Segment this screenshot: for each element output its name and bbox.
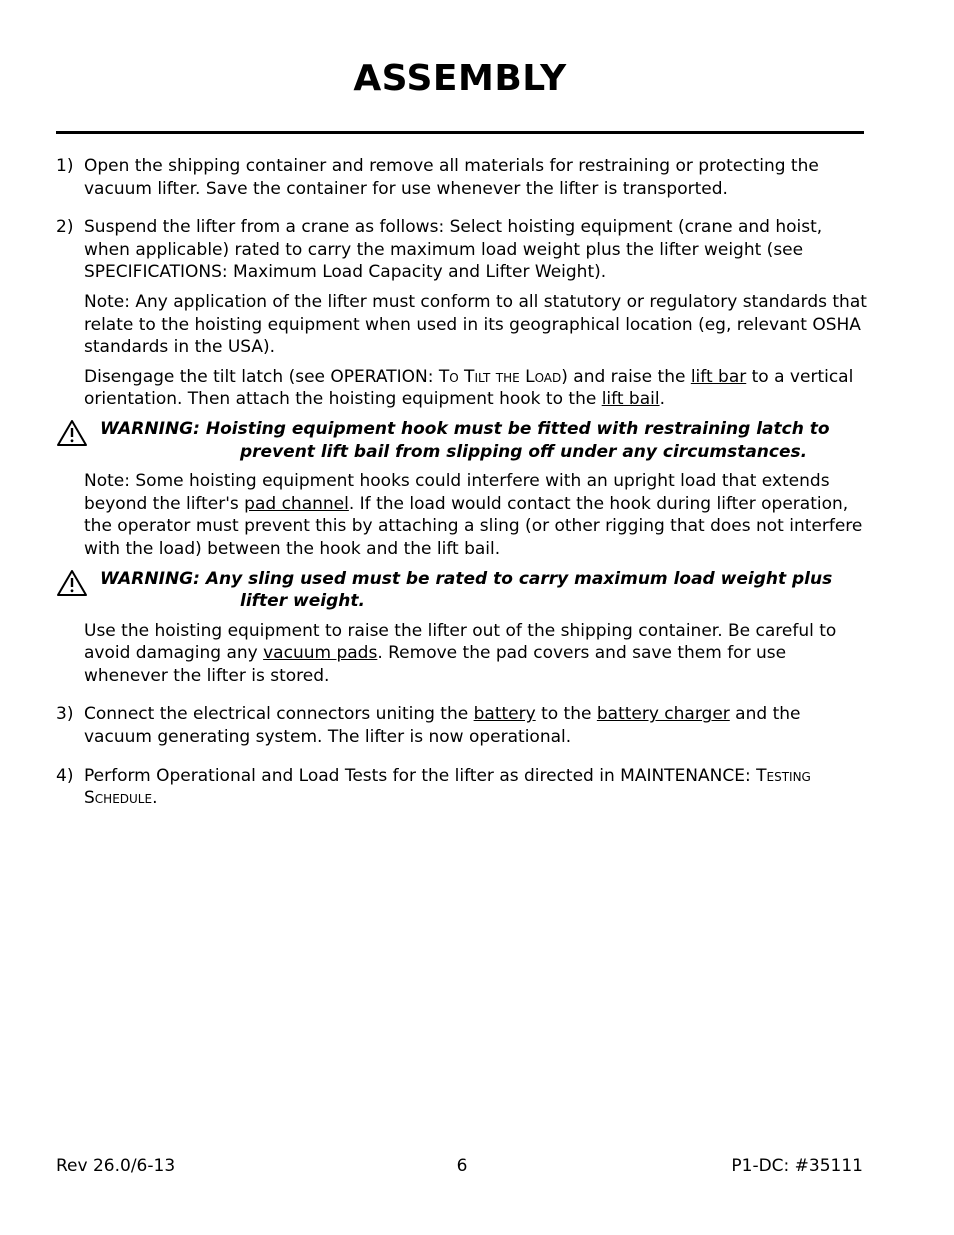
battery-charger-link[interactable]: battery charger <box>596 704 730 725</box>
text-fragment: Note: Some hoisting equipment hooks could interfere with an upright load that extends beyond the lifter's <box>84 471 830 514</box>
step-number: 2) <box>56 217 74 238</box>
warning-text: lifter weight. <box>240 591 365 612</box>
warning-triangle-icon <box>56 419 88 447</box>
text-fragment: . If the load would contact the hook during lifter operation, the operator must prevent this by attaching a sling (or other rigging that does not interfere with the load) between the hook and the lift bail. <box>84 493 863 559</box>
section-reference: To Tilt the Load <box>438 366 562 387</box>
text-fragment: . Remove the pad covers and save them for use whenever the lifter is stored. <box>84 643 787 686</box>
assembly-steps <box>56 155 868 826</box>
step-text <box>84 765 868 810</box>
pad-channel-link[interactable]: pad channel <box>244 493 349 514</box>
footer-page-number: 6 <box>456 1156 468 1176</box>
text-fragment: Use the hoisting equipment to raise the lifter out of the shipping container. Be careful to avoid damaging any <box>84 620 837 664</box>
step-3 <box>56 703 868 748</box>
warning-text: WARNING: Any sling used must be rated to carry maximum load weight plus <box>100 568 833 589</box>
step-number: 4) <box>56 765 74 786</box>
step-1 <box>56 155 868 200</box>
text-fragment: to a vertical orientation. Then attach the hoisting equipment hook to the <box>84 366 854 410</box>
step-text: Open the shipping container and remove all materials for restraining or protecting the vacuum lifter. Save the container for use whenever the lifter is transported. <box>84 156 819 199</box>
tilt-latch-instructions <box>84 366 868 411</box>
step-number: 1) <box>56 156 74 176</box>
text-fragment: and the vacuum generating system. The lifter is now operational. <box>84 704 801 748</box>
warning-text: WARNING: Hoisting equipment hook must be fitted with restraining latch to <box>100 418 830 439</box>
text-fragment: . <box>152 788 158 809</box>
text-fragment: . <box>659 389 665 410</box>
text-fragment: Connect the electrical connectors uniting the <box>84 704 474 725</box>
step-2 <box>56 216 868 687</box>
lift-bar-link[interactable]: lift bar <box>690 366 747 387</box>
vacuum-pads-link[interactable]: vacuum pads <box>263 643 378 664</box>
raise-lifter-instructions <box>84 620 868 688</box>
warning-sling-rating <box>56 568 868 613</box>
note-regulatory: Note: Any application of the lifter must conform to all statutory or regulatory standards that relate to the hoisting equipment when used in its geographical location (eg, relevant OSHA standards in the USA). <box>84 291 867 358</box>
step-4 <box>56 765 868 810</box>
warning-hook-latch <box>56 418 868 463</box>
section-reference: Testing Schedule <box>84 765 811 809</box>
lift-bail-link[interactable]: lift bail <box>601 389 660 410</box>
page-title: ASSEMBLY <box>353 58 567 99</box>
title-divider <box>56 131 864 134</box>
text-fragment: ) and raise the <box>561 366 691 387</box>
warning-text: prevent lift bail from slipping off under any circumstances. <box>240 441 808 462</box>
step-number: 3) <box>56 704 74 725</box>
text-fragment: Disengage the tilt latch (see OPERATION: <box>84 366 439 387</box>
warning-triangle-icon <box>56 569 88 597</box>
text-fragment: to the <box>535 704 597 725</box>
text-fragment: Perform Operational and Load Tests for the lifter as directed in MAINTENANCE: <box>84 765 757 786</box>
step-text: Suspend the lifter from a crane as follows: Select hoisting equipment (crane and hoist, when applicable) rated to carry the maximum load weight plus the lifter weight (see SPECIFICATIONS: Maximum Load Capacity and Lifter Weight). <box>84 217 823 283</box>
footer-revision: Rev 26.0/6-13 <box>56 1156 176 1176</box>
note-hook-interference <box>84 470 868 560</box>
battery-link[interactable]: battery <box>473 704 536 725</box>
step-text <box>84 703 868 748</box>
footer-document-id: P1-DC: #35111 <box>731 1156 863 1176</box>
